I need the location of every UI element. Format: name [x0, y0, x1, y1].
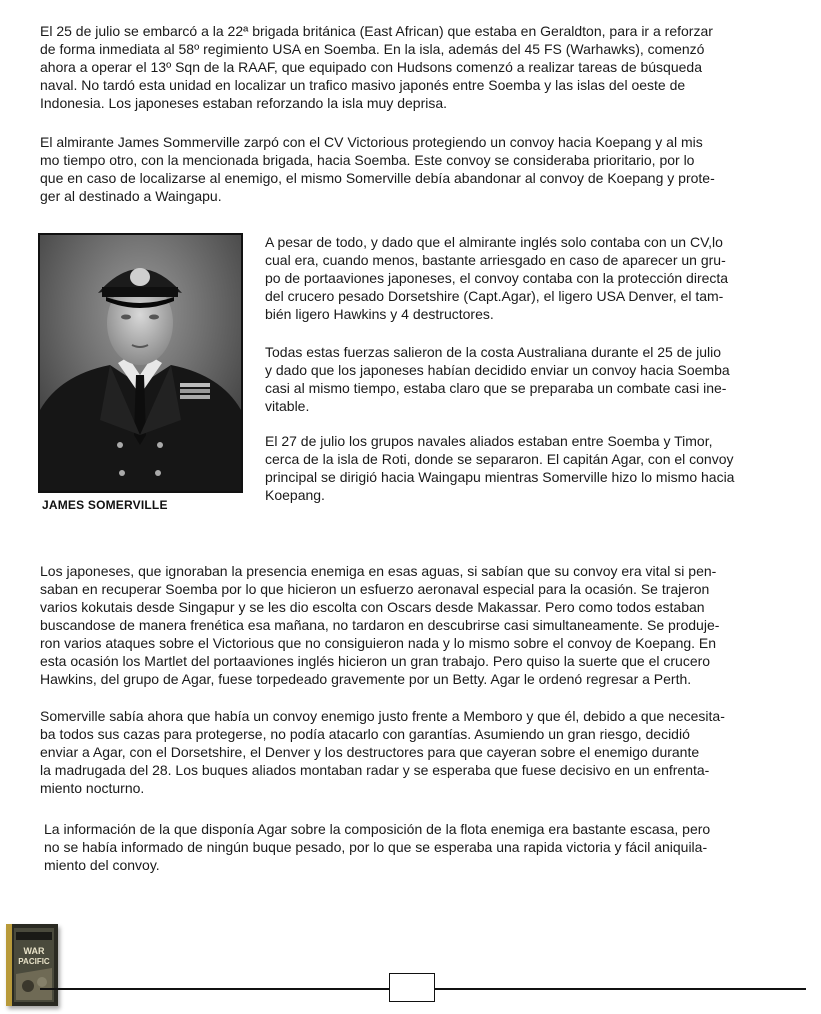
paragraph-1: El 25 de julio se embarcó a la 22ª brigada británica (East African) que estaba en Geraldton, para ir a reforzar de forma inmediata al 58º regimiento USA en Soemba. En la isla, además del 45 FS (Warhawks), comenzó ahora a operar el 13º Sqn de la RAAF, que equipado con Hudsons comenzó a realizar tareas de búsqueda naval. No tardó esta unidad en localizar un trafico masivo japonés entre Soemba y las islas del oeste de Indonesia. Los japoneses estaban reforzando la isla muy deprisa.	[40, 23, 713, 111]
paragraph-6: Los japoneses, que ignoraban la presencia enemiga en esas aguas, si sabían que su convoy era vital si pen- saban en recuperar Soemba por lo que hicieron un esfuerzo aeronaval especial para la ocasión. Se trajeron varios kokutais desde Singapur y se les dio escolta con Oscars desde Makassar. Pero como todos estaban buscandose de manera frenética esa mañana, no tardaron en descubrirse casi simultaneamente. Se produje- ron varios ataques sobre el Victorious que no consiguieron nada y lo mismo sobre el convoy de Koepang. En esta ocasión los Martlet del portaaviones inglés hicieron un gran trabajo. Pero quiso la suerte que el crucero Hawkins, del grupo de Agar, fuese torpedeado gravemente por un Betty. Agar le ordenó regresar a Perth.	[40, 563, 720, 687]
paragraph-8: La información de la que disponía Agar sobre la composición de la flota enemiga era bastante escasa, pero no se había informado de ningún buque pesado, por lo que se esperaba una rapida victoria y fácil aniquila- miento del convoy.	[44, 821, 711, 873]
cover-title-line2: PACIFIC	[18, 957, 50, 966]
page-number-box	[389, 973, 435, 1002]
portrait-photo	[38, 233, 243, 493]
paragraph-2: El almirante James Sommerville zarpó con el CV Victorious protegiendo un convoy hacia Koepang y al mis mo tiempo otro, con la mencionada brigada, hacia Soemba. Este convoy se consideraba prioritario, por lo que en caso de localizarse al enemigo, el mismo Somerville debía abandonar al convoy de Koepang y prote- ger al destinado a Waingapu.	[40, 134, 715, 204]
paragraph-3: A pesar de todo, y dado que el almirante inglés solo contaba con un CV,lo cual era, cuando menos, bastante arriesgado en caso de aparecer un gru- po de portaaviones japoneses, el convoy contaba con la protección directa del crucero pesado Dorsetshire (Capt.Agar), el ligero USA Denver, el tam- bién ligero Hawkins y 4 destructores.	[265, 234, 729, 322]
game-cover-thumbnail	[6, 924, 58, 1006]
cover-title-line1: WAR	[23, 946, 45, 956]
paragraph-5: El 27 de julio los grupos navales aliados estaban entre Soemba y Timor, cerca de la isla de Roti, donde se separaron. El capitán Agar, con el convoy principal se dirigió hacia Waingapu mientras Somerville hizo lo mismo hacia Koepang.	[265, 433, 735, 503]
photo-caption: JAMES SOMERVILLE	[42, 498, 168, 512]
paragraph-4: Todas estas fuerzas salieron de la costa Australiana durante el 25 de julio y dado que los japoneses habían decidido enviar un convoy hacia Soemba casi al mismo tiempo, estaba claro que se preparaba un combate casi ine- vitable.	[265, 344, 730, 414]
paragraph-7: Somerville sabía ahora que había un convoy enemigo justo frente a Memboro y que él, debido a que necesita- ba todos sus cazas para protegerse, no podía atacarlo con garantías. Asumiendo un gran riesgo, decidió enviar a Agar, con el Dorsetshire, el Denver y los destructores para que cayeran sobre el enemigo durante la madrugada del 28. Los buques aliados montaban radar y se esperaba que fuese decisivo en un enfrenta- miento nocturno.	[40, 708, 725, 796]
